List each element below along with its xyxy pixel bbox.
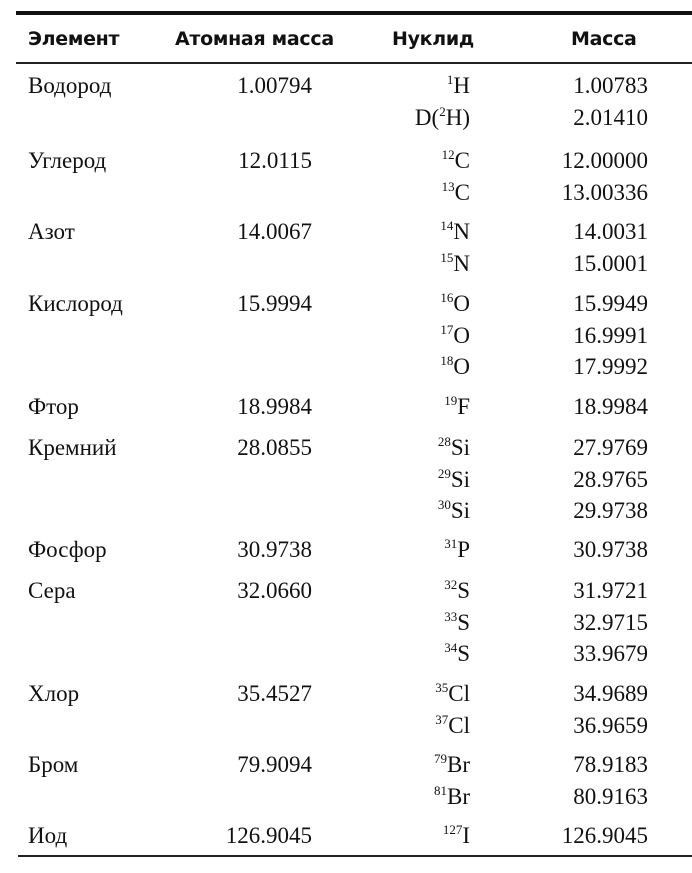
nuclide-symbol — [438, 466, 470, 494]
element-name: Сера — [28, 578, 76, 603]
nuclide-symbol — [447, 72, 470, 100]
nuclide-mass-value: 30.9738 — [573, 537, 648, 562]
element-name: Азот — [28, 219, 75, 244]
nuclide-symbol — [442, 147, 470, 175]
nuclide-mass-value: 16.9991 — [573, 323, 648, 348]
mass-number: 30 — [437, 497, 451, 512]
element-symbol: S — [457, 578, 470, 603]
nuclide-mass-value: 14.0031 — [573, 219, 648, 244]
nuclide-symbol — [440, 218, 470, 246]
element-symbol: N — [453, 251, 470, 276]
element-symbol: O — [453, 354, 470, 379]
element-symbol: F — [457, 394, 470, 419]
nuclide-mass-value: 31.9721 — [573, 578, 648, 603]
header-nuclide: Нуклид — [392, 28, 474, 50]
element-symbol: Br — [447, 752, 470, 777]
mass-number: 81 — [434, 783, 447, 798]
nuclide-mass-value: 12.00000 — [561, 148, 648, 173]
atomic-mass-value: 126.9045 — [225, 823, 312, 848]
nuclide-mass-value: 28.9765 — [573, 467, 648, 492]
element-symbol: H — [453, 73, 470, 98]
mass-number: 14 — [440, 218, 454, 233]
nuclide-symbol — [434, 783, 470, 811]
element-symbol: S — [457, 610, 470, 635]
atomic-mass-value: 35.4527 — [237, 681, 312, 706]
element-symbol: I — [462, 823, 470, 848]
header-element: Элемент — [28, 28, 120, 50]
mass-number: 13 — [441, 179, 455, 194]
nuclide-suffix: ) — [462, 105, 470, 130]
nuclide-symbol — [434, 751, 470, 779]
nuclide-mass-value: 36.9659 — [573, 713, 648, 738]
element-name: Иод — [28, 823, 68, 848]
element-symbol: Si — [450, 467, 470, 492]
bottom-rule — [18, 855, 692, 857]
element-symbol: Cl — [448, 713, 470, 738]
mass-number: 28 — [437, 434, 451, 449]
element-symbol: C — [454, 180, 470, 205]
mass-number: 33 — [444, 609, 458, 624]
nuclide-mass-value: 33.9679 — [573, 641, 648, 666]
nuclide-mass-value: 29.9738 — [573, 498, 648, 523]
nuclide-prefix: D( — [414, 105, 440, 130]
mass-number: 18 — [440, 353, 454, 368]
element-name: Кислород — [28, 291, 123, 316]
nuclide-symbol — [442, 179, 470, 207]
atomic-mass-value: 14.0067 — [237, 219, 312, 244]
nuclide-mass-value: 126.9045 — [561, 823, 648, 848]
nuclide-mass-value: 34.9689 — [573, 681, 648, 706]
nuclide-mass-value: 13.00336 — [561, 180, 648, 205]
nuclide-mass-value: 27.9769 — [573, 435, 648, 460]
element-name: Водород — [28, 73, 112, 98]
mass-number: 19 — [444, 393, 458, 408]
mass-number: 32 — [444, 577, 458, 592]
element-name: Фтор — [28, 394, 79, 419]
nuclide-symbol — [443, 822, 470, 850]
nuclide-mass-value: 2.01410 — [573, 105, 648, 130]
element-symbol: Si — [450, 498, 470, 523]
mass-number: 12 — [441, 147, 455, 162]
element-symbol: Si — [450, 435, 470, 460]
nuclide-symbol — [438, 434, 470, 462]
atomic-mass-value: 1.00794 — [237, 73, 312, 98]
nuclide-symbol — [435, 712, 470, 740]
nuclide-mass-value: 18.9984 — [573, 394, 648, 419]
atomic-mass-value: 12.0115 — [238, 148, 312, 173]
atomic-mass-value: 28.0855 — [237, 435, 312, 460]
element-symbol: O — [453, 323, 470, 348]
top-rule — [16, 11, 692, 15]
nuclide-symbol — [444, 609, 470, 637]
nuclide-mass-value: 78.9183 — [573, 752, 648, 777]
atomic-mass-value: 79.9094 — [237, 752, 312, 777]
nuclide-symbol — [444, 577, 470, 605]
mass-number: 127 — [442, 822, 463, 837]
mass-number: 15 — [440, 250, 454, 265]
mass-number: 37 — [435, 712, 449, 727]
element-name: Фосфор — [28, 537, 107, 562]
nuclide-symbol — [435, 680, 470, 708]
element-name: Кремний — [28, 435, 117, 460]
element-symbol: C — [454, 148, 470, 173]
atomic-mass-value: 15.9994 — [237, 291, 312, 316]
element-symbol: N — [453, 219, 470, 244]
element-symbol: H — [445, 105, 463, 130]
element-symbol: P — [457, 537, 470, 562]
atomic-mass-value: 32.0660 — [237, 578, 312, 603]
nuclide-mass-value: 80.9163 — [573, 784, 648, 809]
mass-number: 29 — [437, 466, 451, 481]
mass-number: 79 — [434, 751, 447, 766]
header-atomic-mass: Атомная масса — [175, 28, 334, 50]
element-symbol: Br — [447, 784, 470, 809]
atomic-mass-value: 18.9984 — [237, 394, 312, 419]
mass-number: 31 — [444, 536, 458, 551]
nuclide-mass-value: 32.9715 — [573, 610, 648, 635]
mass-number: 16 — [440, 290, 454, 305]
element-name: Углерод — [28, 148, 107, 173]
nuclide-symbol — [440, 322, 470, 350]
nuclide-symbol — [444, 393, 470, 421]
element-symbol: S — [457, 641, 470, 666]
nuclide-symbol — [440, 353, 470, 381]
header-mass: Масса — [571, 28, 637, 50]
nuclide-mass-value: 15.0001 — [573, 251, 648, 276]
element-name: Хлор — [28, 681, 80, 706]
element-symbol: O — [453, 291, 470, 316]
header-rule — [16, 62, 692, 64]
element-symbol: Cl — [448, 681, 470, 706]
mass-number: 2 — [439, 104, 446, 119]
nuclide-symbol — [438, 497, 470, 525]
mass-number: 34 — [444, 640, 458, 655]
nuclide-symbol — [415, 104, 470, 132]
nuclide-symbol — [440, 290, 470, 318]
nuclide-mass-value: 15.9949 — [573, 291, 648, 316]
mass-number: 17 — [440, 322, 454, 337]
nuclide-mass-value: 17.9992 — [573, 354, 648, 379]
nuclide-mass-value: 1.00783 — [573, 73, 648, 98]
nuclide-symbol — [444, 640, 470, 668]
element-name: Бром — [28, 752, 79, 777]
nuclide-symbol — [440, 250, 470, 278]
mass-number: 1 — [446, 72, 454, 87]
atomic-mass-value: 30.9738 — [237, 537, 312, 562]
mass-number: 35 — [435, 680, 449, 695]
nuclide-symbol — [444, 536, 470, 564]
